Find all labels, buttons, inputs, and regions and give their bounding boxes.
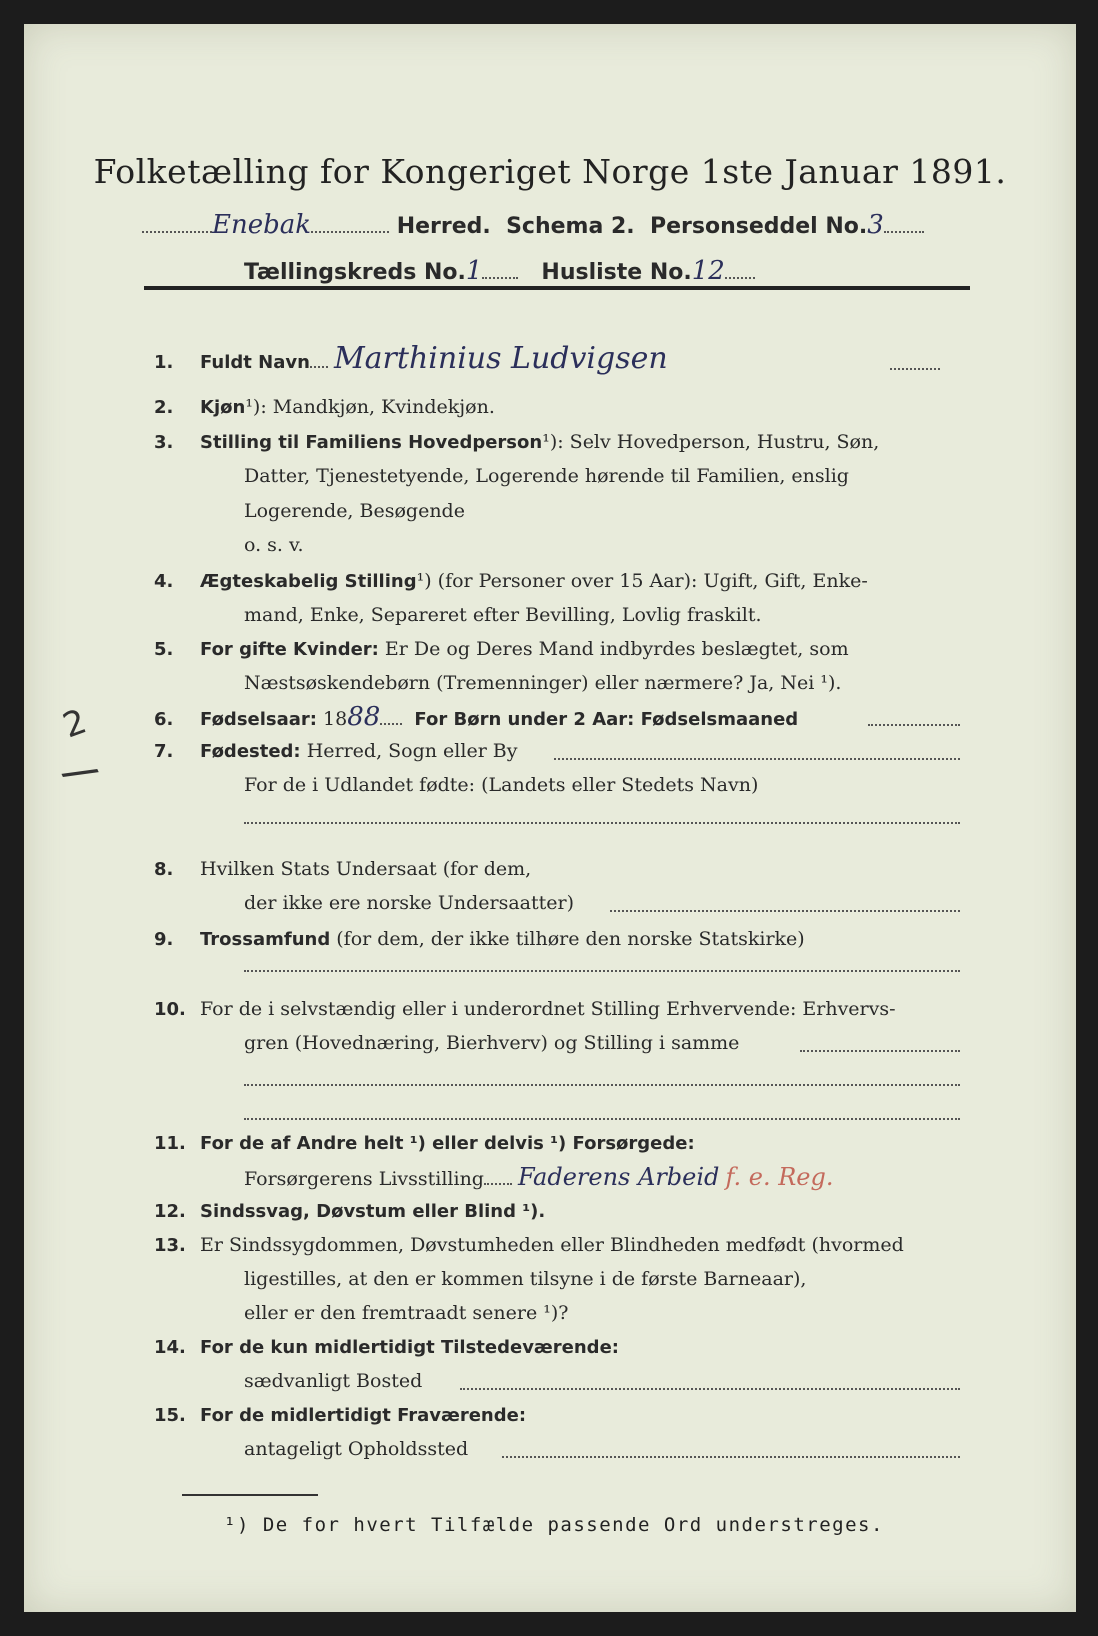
question-3-line-3: Logerende, Besøgende	[244, 500, 465, 522]
footnote-rule	[182, 1494, 318, 1496]
margin-mark-slash: /	[55, 755, 107, 790]
question-14: 14. For de kun midlertidigt Tilstedeværende:	[154, 1337, 619, 1358]
question-13-line-2: ligestilles, at den er kommen tilsyne i de første Barneaar),	[244, 1268, 807, 1290]
question-9: 9. Trossamfund (for dem, der ikke tilhøre den norske Statskirke)	[154, 928, 805, 950]
question-8: 8. Hvilken Stats Undersaat (for dem,	[154, 858, 532, 880]
question-8-line-2: der ikke ere norske Undersaatter)	[244, 892, 574, 914]
taellingskreds-value: 1	[465, 256, 483, 286]
form-title: Folketælling for Kongeriget Norge 1ste Januar 1891.	[93, 152, 1007, 191]
question-4: 4. Ægteskabelig Stilling¹) (for Personer over 15 Aar): Ugift, Gift, Enke-	[154, 570, 868, 592]
question-15: 15. For de midlertidigt Fraværende:	[154, 1405, 527, 1426]
question-12: 12. Sindssvag, Døvstum eller Blind ¹).	[154, 1201, 546, 1222]
personseddel-label: Personseddel No.	[649, 214, 868, 239]
provider-occupation-answer: Faderens Arbeid	[518, 1163, 720, 1191]
herred-value: Enebak	[212, 210, 312, 240]
question-5-line-2: Næstsøskendebørn (Tremenninger) eller nærmere? Ja, Nei ¹).	[244, 672, 842, 694]
husliste-value: 12	[691, 256, 725, 286]
herred-line	[142, 210, 924, 240]
question-14-line-2: sædvanligt Bosted	[244, 1370, 423, 1392]
question-10-line-2: gren (Hovednæring, Bierhverv) og Stilling i samme	[244, 1032, 740, 1054]
husliste-label: Husliste No.	[541, 260, 692, 285]
question-11-line-2: Forsørgerens Livsstilling Faderens Arbeid f. e. Reg.	[244, 1163, 834, 1191]
birth-year-answer: 88	[347, 702, 381, 732]
question-5: 5. For gifte Kvinder: Er De og Deres Mand indbyrdes beslægtet, som	[154, 638, 849, 660]
question-3: 3. Stilling til Familiens Hovedperson¹): Selv Hovedperson, Hustru, Søn,	[154, 431, 880, 453]
question-13: 13. Er Sindssygdommen, Døvstumheden eller Blindheden medfødt (hvormed	[154, 1234, 904, 1256]
question-6: 6. Fødselsaar: 1888 For Børn under 2 Aar: Fødselsmaaned	[154, 702, 799, 732]
question-7: 7. Fødested: Herred, Sogn eller By	[154, 740, 518, 762]
personseddel-value: 3	[867, 210, 884, 240]
margin-mark-2: 2	[57, 701, 92, 747]
question-3-line-4: o. s. v.	[244, 534, 304, 556]
herred-label: Herred.	[396, 214, 491, 239]
question-7-line-2: For de i Udlandet fødte: (Landets eller Stedets Navn)	[244, 774, 759, 796]
header-rule	[144, 286, 970, 290]
question-4-line-2: mand, Enke, Separeret efter Bevilling, Lovlig fraskilt.	[244, 604, 762, 626]
question-3-line-2: Datter, Tjenestetyende, Logerende hørende til Familien, enslig	[244, 465, 849, 487]
full-name-answer: Marthinius Ludvigsen	[333, 341, 668, 376]
schema-label: Schema 2.	[506, 214, 635, 239]
census-form-sheet	[24, 24, 1076, 1612]
question-13-line-3: eller er den fremtraadt senere ¹)?	[244, 1302, 569, 1324]
taellingskreds-label: Tællingskreds No.	[244, 260, 466, 285]
question-2: 2. Kjøn¹): Mandkjøn, Kvindekjøn.	[154, 396, 495, 418]
taellingskreds-line	[244, 256, 755, 286]
question-10: 10. For de i selvstændig eller i underordnet Stilling Erhvervende: Erhvervs-	[154, 998, 896, 1020]
question-15-line-2: antageligt Opholdssted	[244, 1438, 469, 1460]
question-1: 1. Fuldt Navn Marthinius Ludvigsen	[154, 341, 668, 376]
red-annotation: f. e. Reg.	[725, 1163, 834, 1191]
question-11: 11. For de af Andre helt ¹) eller delvis ¹) Forsørgede:	[154, 1133, 695, 1154]
footnote: ¹) De for hvert Tilfælde passende Ord understreges.	[224, 1514, 884, 1536]
